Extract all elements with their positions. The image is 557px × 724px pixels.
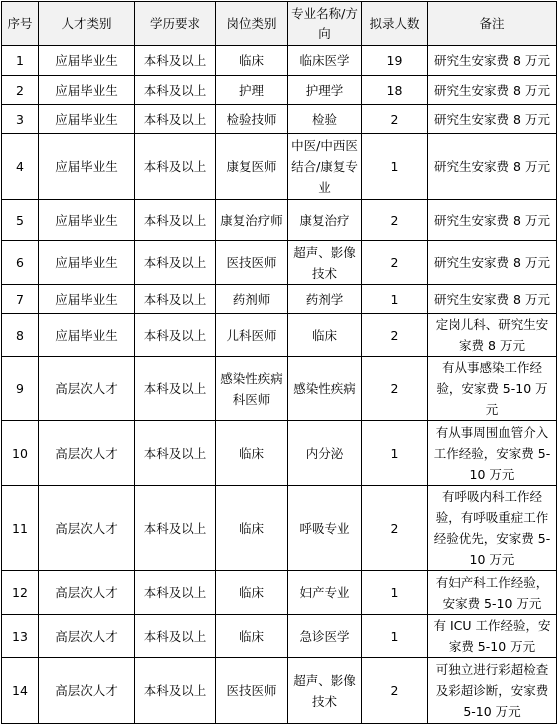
cell-major: 药剂学 — [288, 285, 362, 314]
header-row — [2, 2, 557, 46]
cell-no: 2 — [2, 76, 39, 105]
cell-note: 定岗儿科、研究生安家费 8 万元 — [428, 314, 557, 357]
cell-count: 1 — [362, 615, 428, 658]
cell-education: 本科及以上 — [135, 658, 216, 724]
cell-count: 2 — [362, 314, 428, 357]
cell-note: 有从事感染工作经验，安家费 5-10 万元 — [428, 357, 557, 421]
cell-count: 1 — [362, 285, 428, 314]
cell-major: 呼吸专业 — [288, 486, 362, 571]
cell-major: 康复治疗 — [288, 200, 362, 241]
cell-category: 高层次人才 — [39, 421, 135, 486]
cell-note: 研究生安家费 8 万元 — [428, 285, 557, 314]
cell-post: 临床 — [216, 421, 288, 486]
cell-no: 8 — [2, 314, 39, 357]
table-row — [2, 486, 557, 571]
cell-no: 6 — [2, 241, 39, 285]
cell-education: 本科及以上 — [135, 105, 216, 134]
table-row — [2, 200, 557, 241]
cell-count: 2 — [362, 105, 428, 134]
table-row — [2, 285, 557, 314]
header-post: 岗位类别 — [216, 2, 288, 46]
cell-post: 临床 — [216, 486, 288, 571]
cell-note: 研究生安家费 8 万元 — [428, 46, 557, 76]
cell-category: 高层次人才 — [39, 615, 135, 658]
cell-post: 临床 — [216, 615, 288, 658]
cell-major: 超声、影像技术 — [288, 241, 362, 285]
cell-count: 19 — [362, 46, 428, 76]
cell-count: 1 — [362, 421, 428, 486]
cell-major: 临床 — [288, 314, 362, 357]
cell-major: 妇产专业 — [288, 571, 362, 615]
cell-major: 检验 — [288, 105, 362, 134]
cell-education: 本科及以上 — [135, 571, 216, 615]
cell-major: 临床医学 — [288, 46, 362, 76]
cell-education: 本科及以上 — [135, 357, 216, 421]
header-count: 拟录人数 — [362, 2, 428, 46]
cell-note: 研究生安家费 8 万元 — [428, 134, 557, 200]
cell-note: 研究生安家费 8 万元 — [428, 241, 557, 285]
table-row — [2, 357, 557, 421]
cell-post: 临床 — [216, 571, 288, 615]
header-education: 学历要求 — [135, 2, 216, 46]
cell-note: 有呼吸内科工作经验，有呼吸重症工作经验优先，安家费 5-10 万元 — [428, 486, 557, 571]
header-note: 备注 — [428, 2, 557, 46]
table-row — [2, 658, 557, 724]
header-major: 专业名称/方向 — [288, 2, 362, 46]
table-row — [2, 615, 557, 658]
cell-category: 高层次人才 — [39, 486, 135, 571]
cell-education: 本科及以上 — [135, 314, 216, 357]
header-no: 序号 — [2, 2, 39, 46]
cell-no: 11 — [2, 486, 39, 571]
cell-category: 应届毕业生 — [39, 46, 135, 76]
cell-no: 14 — [2, 658, 39, 724]
cell-post: 儿科医师 — [216, 314, 288, 357]
cell-education: 本科及以上 — [135, 421, 216, 486]
cell-count: 2 — [362, 200, 428, 241]
cell-post: 护理 — [216, 76, 288, 105]
cell-count: 1 — [362, 571, 428, 615]
cell-category: 应届毕业生 — [39, 285, 135, 314]
cell-category: 应届毕业生 — [39, 200, 135, 241]
cell-category: 高层次人才 — [39, 357, 135, 421]
cell-no: 12 — [2, 571, 39, 615]
cell-education: 本科及以上 — [135, 615, 216, 658]
cell-category: 应届毕业生 — [39, 134, 135, 200]
cell-major: 内分泌 — [288, 421, 362, 486]
cell-no: 1 — [2, 46, 39, 76]
cell-education: 本科及以上 — [135, 200, 216, 241]
cell-note: 研究生安家费 8 万元 — [428, 105, 557, 134]
cell-no: 3 — [2, 105, 39, 134]
cell-major: 中医/中西医结合/康复专业 — [288, 134, 362, 200]
cell-no: 4 — [2, 134, 39, 200]
cell-note: 有从事周围血管介入工作经验，安家费 5-10 万元 — [428, 421, 557, 486]
cell-education: 本科及以上 — [135, 486, 216, 571]
cell-count: 2 — [362, 357, 428, 421]
cell-education: 本科及以上 — [135, 134, 216, 200]
cell-no: 10 — [2, 421, 39, 486]
cell-post: 医技医师 — [216, 658, 288, 724]
cell-no: 13 — [2, 615, 39, 658]
cell-no: 7 — [2, 285, 39, 314]
cell-education: 本科及以上 — [135, 285, 216, 314]
cell-education: 本科及以上 — [135, 46, 216, 76]
cell-post: 医技医师 — [216, 241, 288, 285]
cell-post: 感染性疾病科医师 — [216, 357, 288, 421]
cell-count: 2 — [362, 486, 428, 571]
cell-count: 1 — [362, 134, 428, 200]
cell-note: 研究生安家费 8 万元 — [428, 76, 557, 105]
table-row — [2, 105, 557, 134]
cell-category: 高层次人才 — [39, 658, 135, 724]
table-row — [2, 314, 557, 357]
cell-category: 应届毕业生 — [39, 105, 135, 134]
cell-post: 检验技师 — [216, 105, 288, 134]
cell-note: 有 ICU 工作经验，安家费 5-10 万元 — [428, 615, 557, 658]
cell-major: 急诊医学 — [288, 615, 362, 658]
cell-count: 18 — [362, 76, 428, 105]
table-row — [2, 134, 557, 200]
recruitment-table — [1, 1, 557, 724]
cell-major: 护理学 — [288, 76, 362, 105]
cell-count: 2 — [362, 241, 428, 285]
cell-note: 有妇产科工作经验，安家费 5-10 万元 — [428, 571, 557, 615]
header-category: 人才类别 — [39, 2, 135, 46]
cell-post: 康复医师 — [216, 134, 288, 200]
cell-education: 本科及以上 — [135, 76, 216, 105]
cell-post: 康复治疗师 — [216, 200, 288, 241]
cell-note: 可独立进行彩超检查及彩超诊断，安家费 5-10 万元 — [428, 658, 557, 724]
cell-count: 2 — [362, 658, 428, 724]
cell-category: 高层次人才 — [39, 571, 135, 615]
table-row — [2, 46, 557, 76]
cell-no: 9 — [2, 357, 39, 421]
cell-education: 本科及以上 — [135, 241, 216, 285]
cell-no: 5 — [2, 200, 39, 241]
cell-post: 临床 — [216, 46, 288, 76]
cell-major: 感染性疾病 — [288, 357, 362, 421]
cell-category: 应届毕业生 — [39, 241, 135, 285]
cell-note: 研究生安家费 8 万元 — [428, 200, 557, 241]
table-row — [2, 241, 557, 285]
table-row — [2, 76, 557, 105]
table-row — [2, 571, 557, 615]
cell-category: 应届毕业生 — [39, 76, 135, 105]
table-row — [2, 421, 557, 486]
cell-post: 药剂师 — [216, 285, 288, 314]
cell-major: 超声、影像技术 — [288, 658, 362, 724]
cell-category: 应届毕业生 — [39, 314, 135, 357]
